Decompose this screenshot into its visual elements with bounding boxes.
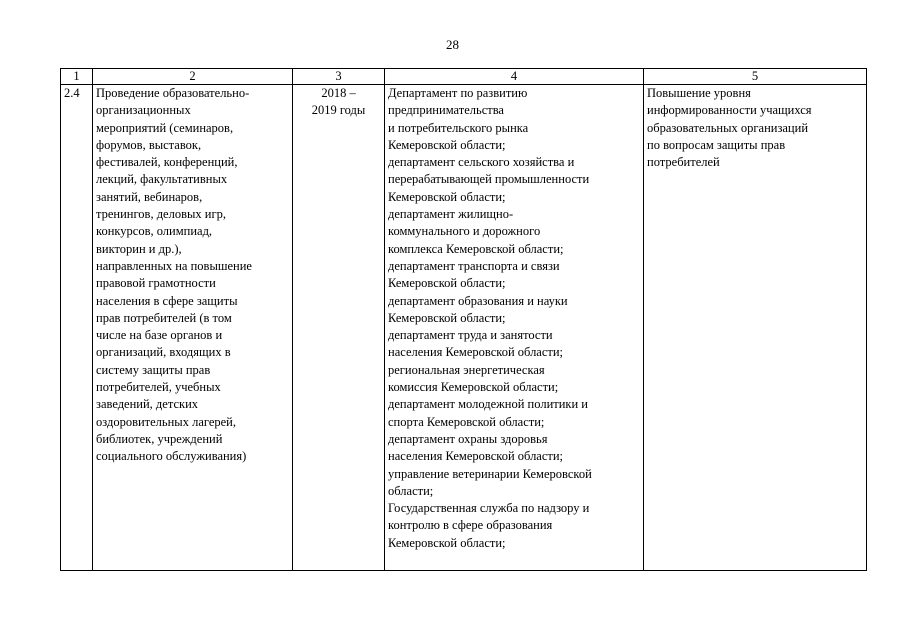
period-text: 2018 – 2019 годы [311, 86, 366, 118]
header-col-2: 2 [93, 69, 293, 85]
executors-text: Департамент по развитию предпринимательства и потребительского рынка Кемеровской области; департамент сельского хозяйства и перерабатывающей промышленности Кемеровской области; департамент жилищно- коммунального и дорожного комплекса Кемеровской области; департамент транспорта и связи Кемеровской области; департамент образования и науки Кемеровской области; департамент труда и занятости населения Кемеровской области; региональная энергетическая комиссия Кемеровской области; департамент молодежной политики и спорта Кемеровской области; департамент охраны здоровья населения Кемеровской области; управление ветеринарии Кемеровской области; Государственная служба по надзору и контролю в сфере образования Кемеровской области; [388, 86, 592, 550]
result-cell [644, 85, 867, 571]
activity-cell [93, 85, 293, 571]
page-number: 28 [446, 37, 459, 52]
row-number-cell [61, 85, 93, 571]
table-row [61, 85, 867, 571]
header-col-1: 1 [61, 69, 93, 85]
measures-table [60, 68, 867, 571]
result-text: Повышение уровня информированности учащихся образовательных организаций по вопросам защиты прав потребителей [647, 86, 812, 170]
header-col-4: 4 [385, 69, 644, 85]
header-col-3: 3 [293, 69, 385, 85]
table-header-row [61, 69, 867, 85]
executors-cell [385, 85, 644, 571]
period-cell [293, 85, 385, 571]
activity-text: Проведение образовательно- организационных мероприятий (семинаров, форумов, выставок, фестивалей, конференций, лекций, факультативных занятий, вебинаров, тренингов, деловых игр, конкурсов, олимпиад, викторин и др.), направленных на повышение правовой грамотности населения в сфере защиты прав потребителей (в том числе на базе органов и организаций, входящих в систему защиты прав потребителей, учебных заведений, детских оздоровительных лагерей, библиотек, учреждений социального обслуживания) [96, 86, 252, 464]
header-col-5: 5 [644, 69, 867, 85]
row-number: 2.4 [64, 86, 80, 100]
